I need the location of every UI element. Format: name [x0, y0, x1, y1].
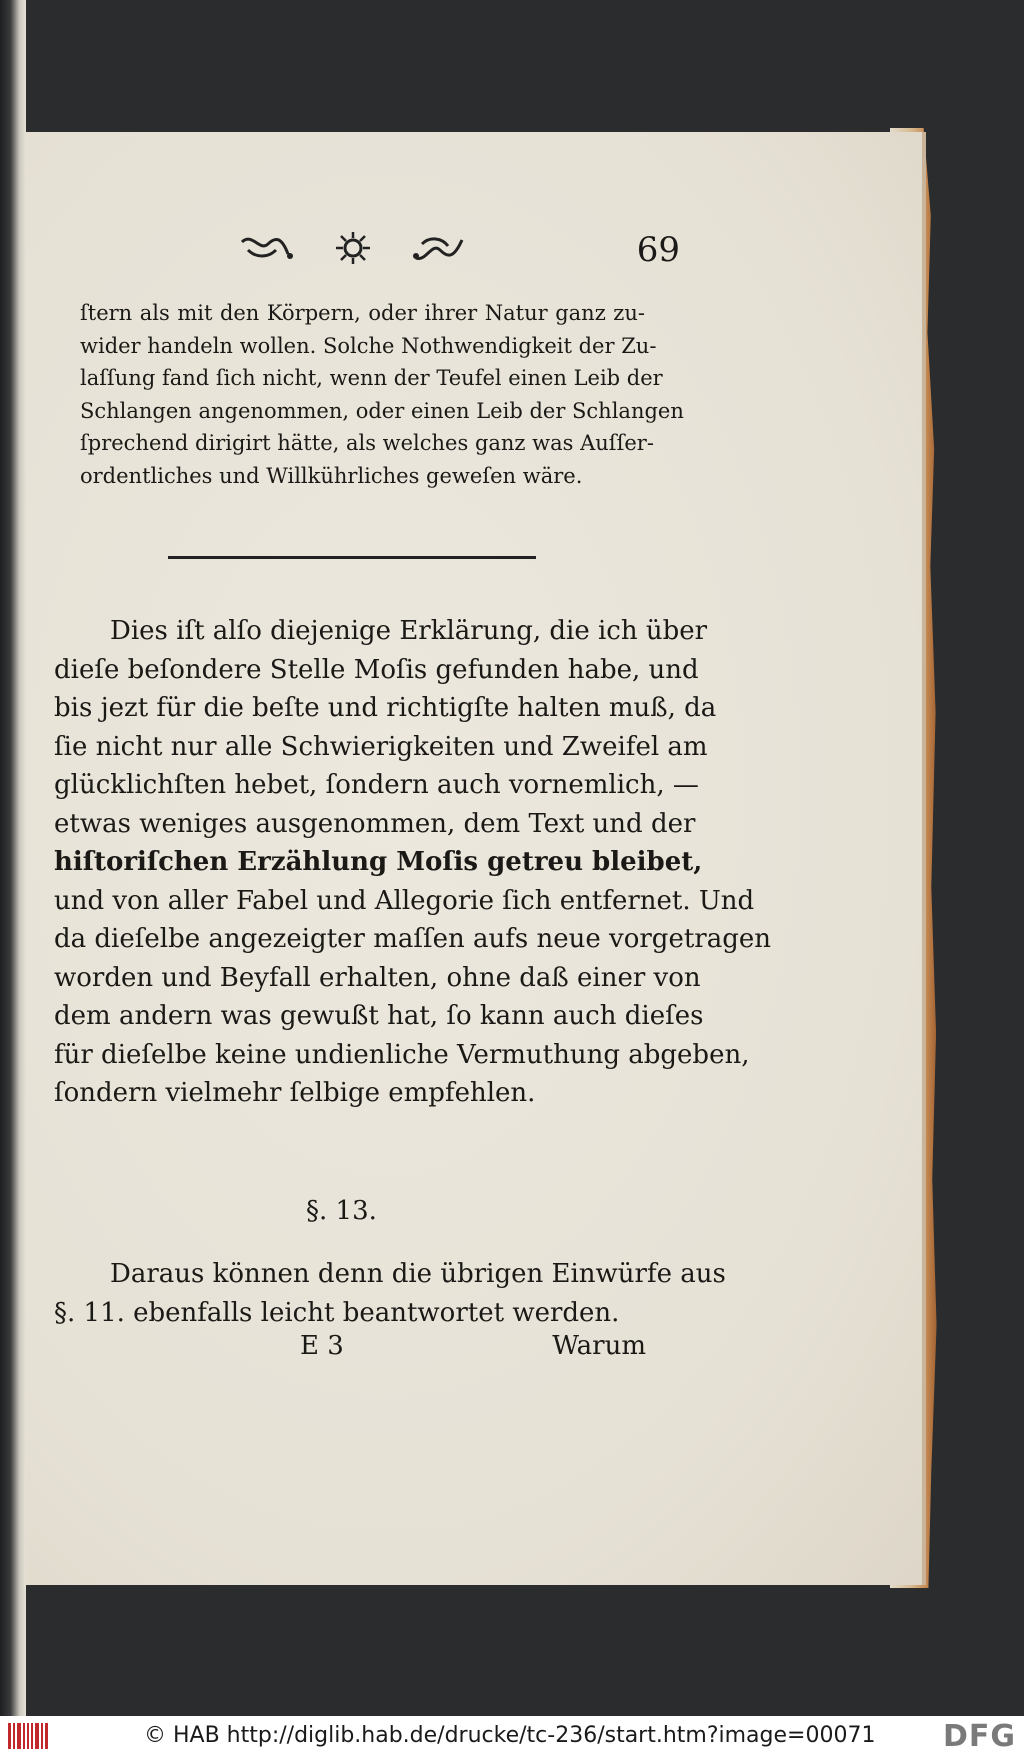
right-flourish-icon [408, 228, 468, 268]
section-divider-rule [168, 556, 536, 559]
text-line: etwas weniges ausgenommen, dem Text und der [54, 808, 696, 839]
text-line: ſtern als mit den Körpern, oder ihrer Natur ganz zu- [80, 301, 645, 325]
text-line: laſſung fand ſich nicht, wenn der Teufel einen Leib der [80, 366, 663, 390]
attribution-bar [0, 1716, 1024, 1755]
text-line: hiſtoriſchen Erzählung Moſis getreu bleibet, [54, 847, 703, 877]
catchword: Warum [552, 1331, 646, 1361]
text-line: da dieſelbe angezeigter maſſen aufs neue vorgetragen [54, 924, 771, 954]
text-line: Schlangen angenommen, oder einen Leib der Schlangen [80, 398, 684, 423]
page-number: 69 [636, 230, 680, 270]
text-line: wider handeln wollen. Solche Nothwendigkeit der Zu- [80, 333, 657, 358]
dfg-logo: DFG [942, 1719, 1016, 1754]
copyright-link[interactable]: © HAB http://diglib.hab.de/drucke/tc-236/start.htm?image=00071 [144, 1723, 876, 1748]
text-line: dem andern was gewußt hat, ſo kann auch dieſes [54, 1001, 704, 1031]
header-ornament [238, 228, 468, 268]
text-line: Daraus können denn die übrigen Einwürfe aus [110, 1259, 726, 1289]
text-line: und von aller Fabel und Allegorie ſich entfernet. Und [54, 885, 755, 916]
text-line: worden und Beyfall erhalten, ohne daß einer von [54, 962, 701, 993]
text-line: ſie nicht nur alle Schwierigkeiten und Zweifel am [54, 731, 708, 762]
barcode-logo-icon [8, 1723, 48, 1749]
page-footer-line [300, 1331, 646, 1361]
center-rosette-icon [328, 228, 378, 268]
main-paragraph [54, 612, 771, 1113]
text-line: für dieſelbe keine undienliche Vermuthung abgeben, [54, 1039, 750, 1070]
text-line: glücklichſten hebet, ſondern auch vornemlich, — [54, 770, 699, 800]
text-line: Dies iſt alſo diejenige Erklärung, die ich über [110, 616, 708, 646]
text-line: §. 11. ebenfalls leicht beantwortet werden. [54, 1297, 620, 1328]
text-line: ſondern vielmehr ſelbige empfehlen. [54, 1078, 536, 1108]
previous-page-edge [0, 0, 26, 1716]
top-paragraph [80, 297, 684, 492]
section-heading: §. 13. [306, 1196, 377, 1226]
left-flourish-icon [238, 228, 298, 268]
end-paragraph [54, 1255, 726, 1332]
text-line: ordentliches und Willkührliches geweſen wäre. [80, 463, 583, 488]
text-line: dieſe beſondere Stelle Moſis gefunden habe, und [54, 654, 699, 685]
text-line: ſprechend dirigirt hätte, als welches ganz was Auſſer- [80, 431, 654, 455]
signature-mark: E 3 [300, 1331, 344, 1361]
text-line: bis jezt für die beſte und richtigſte halten muß, da [54, 693, 717, 723]
